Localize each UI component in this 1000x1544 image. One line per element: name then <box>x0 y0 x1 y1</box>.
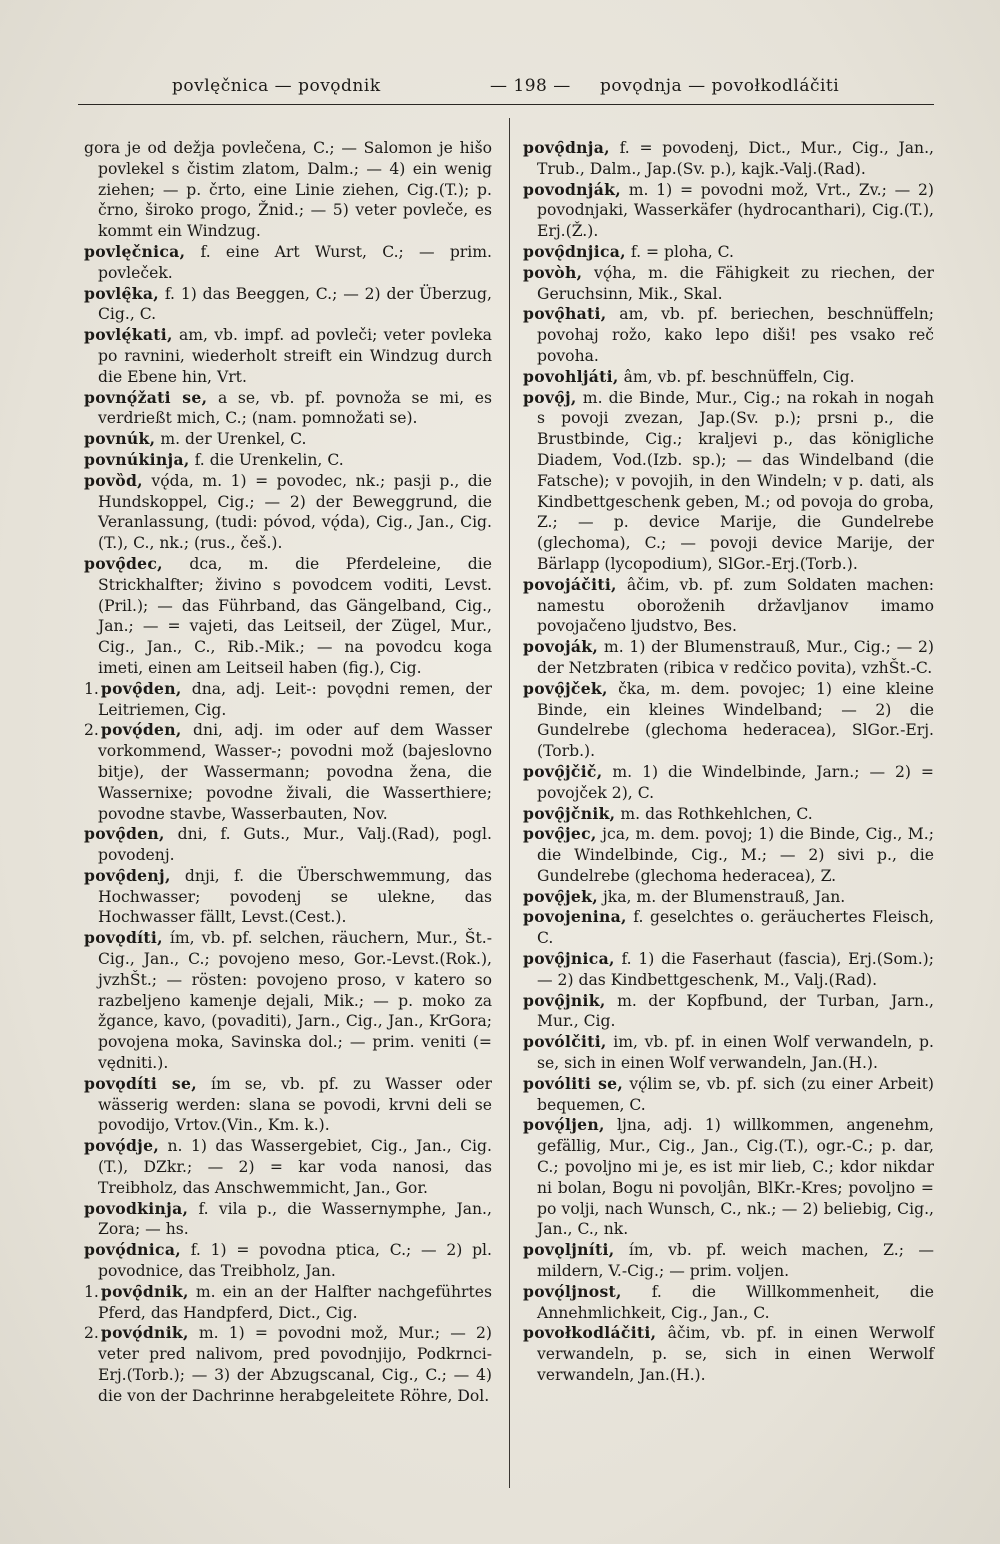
dictionary-entry <box>523 367 934 388</box>
entry-headword: povodkinja, <box>84 1198 189 1218</box>
entry-definition: dca, m. die Pferdeleine, die Strickhalfter; živino s povodcem voditi, Levst.(Pril.); — das Führband, das Gängelband, Cig., Jan.; — = vajeti, das Leitseil, der Zügel, Mur., Cig., Jan., C., Rib.-Mik.; — na povodcu koga imeti, einen am Leitseil haben (fig.), Cig. <box>98 554 492 677</box>
entry-headword: povǫ̑jnik, <box>523 990 606 1010</box>
entry-headword: povohljáti, <box>523 366 619 386</box>
entry-definition: f. = ploha, C. <box>630 242 734 261</box>
entry-headword: povǫ̑jček, <box>523 678 608 698</box>
dictionary-entry <box>84 429 492 450</box>
dictionary-entry <box>84 824 492 866</box>
entry-definition: vǫ́ha, m. die Fähigkeit zu riechen, der Geruchsinn, Mik., Skal. <box>537 263 934 303</box>
entry-headword: povǫ̑den, <box>100 678 182 698</box>
entry-headword: povołkodláčiti, <box>523 1323 657 1343</box>
dictionary-entry <box>523 138 934 180</box>
entry-definition: dna, adj. Leit-: povǫdni remen, der Leitriemen, Cig. <box>98 679 492 719</box>
entry-definition: dnji, f. die Überschwemmung, das Hochwasser; povodenj se ulekne, das Hochwasser fällt, Levst.(Cest.). <box>98 866 492 927</box>
entry-headword: povojenina, <box>523 907 627 927</box>
entry-headword: povǫ́dnik, <box>100 1323 189 1343</box>
entry-headword: povǫ̑jčnik, <box>523 803 616 823</box>
entry-definition: m. 1) die Windelbinde, Jarn.; — 2) = povojček 2), C. <box>537 762 934 802</box>
left-column <box>84 138 492 1407</box>
entry-definition: vǫ́lim se, vb. pf. sich (zu einer Arbeit) bequemen, C. <box>537 1074 934 1114</box>
entry-headword: povlę́kati, <box>84 325 173 345</box>
entry-definition: m. der Kopfbund, der Turban, Jarn., Mur., Cig. <box>537 991 934 1031</box>
entry-definition: f. eine Art Wurst, C.; — prim. povleček. <box>98 242 492 282</box>
dictionary-entry <box>523 679 934 762</box>
entry-definition: dni, f. Guts., Mur., Valj.(Rad), pogl. povodenj. <box>98 825 492 865</box>
header-left-range: povlęčnica — povǫdnik <box>172 76 381 96</box>
dictionary-entry <box>523 1032 934 1074</box>
entry-definition: jca, m. dem. povoj; 1) die Binde, Cig., M.; die Windelbinde, Cig., M.; — 2) sivi p., die Gundelrebe (glechoma hederacea), Z. <box>537 825 934 885</box>
dictionary-entry <box>84 471 492 554</box>
entry-headword: povólčiti, <box>523 1032 607 1052</box>
dictionary-entry <box>523 575 934 637</box>
entry-definition: m. 1) = povodni mož, Vrt., Zv.; — 2) povodnjaki, Wasserkäfer (hydrocanthari), Cig.(T.), Erj.(Ž.). <box>537 180 934 241</box>
dictionary-entry <box>523 1323 934 1385</box>
entry-definition: ím, vb. pf. selchen, räuchern, Mur., Št.-Cig., Jan., C.; povojeno meso, Gor.-Levst.(Rok.), jvzhŠt.; — rösten: povojeno proso, v katero so razbeljeno kamenje dejali, Mik.; — p. moko za žgance, kavo, (povaditi), Jarn., Cig., Jan., KrGora; povojena moka, Savinska dol.; — prim. veniti (= vędniti.). <box>98 929 492 1073</box>
entry-headword: povǫ̑dnjica, <box>523 241 626 261</box>
entry-headword: povǫ̑dec, <box>84 553 163 573</box>
entry-definition: am, vb. impf. ad povleči; veter povleka po ravnini, wiederholt streift ein Windzug durch die Ebene hin, Vrt. <box>98 326 492 386</box>
column-divider <box>509 118 510 1488</box>
entry-headword: povojáčiti, <box>523 574 617 594</box>
entry-headword: povoják, <box>523 637 599 657</box>
entry-headword: povǫ̑dnik, <box>100 1281 189 1301</box>
entry-definition: m. die Binde, Mur., Cig.; na rokah in nogah s povoji zvezan, Jap.(Sv. p.); prsni p., die Brustbinde, Cig.; kraljevi p., das königliche Diadem, Vod.(Izb. sp.); — das Windelband (die Fatsche); v povojih, in den Windeln; v p. dati, als Kindbettgeschenk geben, M.; od povoja do groba, Z.; — p. device Marije, die Gundelrebe (glechoma), C.; — povoji device Marije, der Bärlapp (lycopodium), SlGor.-Erj.(Torb.). <box>537 388 934 573</box>
entry-headword: povǫdíti, <box>84 928 163 948</box>
dictionary-entry <box>84 1240 492 1282</box>
dictionary-entry <box>84 554 492 679</box>
dictionary-entry <box>523 991 934 1033</box>
dictionary-entry <box>84 388 492 430</box>
entry-headword: povǫ́den, <box>100 720 182 740</box>
entry-headword: povǫ́ljnost, <box>523 1281 622 1301</box>
dictionary-entry <box>523 1074 934 1116</box>
dictionary-entry <box>523 242 934 263</box>
dictionary-entry <box>523 907 934 949</box>
entry-definition: f. geselchtes o. geräuchertes Fleisch, C. <box>537 908 934 948</box>
entry-definition: âčim, vb. pf. in einen Werwolf verwandeln, p. se, sich in einen Werwolf verwandeln, Jan.(H.). <box>537 1324 934 1385</box>
dictionary-entry <box>84 242 492 284</box>
dictionary-entry <box>84 138 492 242</box>
entry-headword: povnúkinja, <box>84 449 190 469</box>
entry-headword: povǫ̑dnja, <box>523 138 610 157</box>
entry-headword: povlęčnica, <box>84 241 186 261</box>
dictionary-entry <box>523 824 934 886</box>
entry-headword: povǫ̑jnica, <box>523 949 615 969</box>
entry-definition: f. 1) das Beeggen, C.; — 2) der Überzug, Cig., C. <box>98 284 492 324</box>
dictionary-entry <box>523 304 934 366</box>
entry-headword: povnǫ́žati se, <box>84 387 208 407</box>
dictionary-entry <box>523 762 934 804</box>
entry-definition: âm, vb. pf. beschnüffeln, Cig. <box>623 367 855 386</box>
entry-number: 2. <box>84 721 99 740</box>
entry-definition: m. der Urenkel, C. <box>160 430 307 449</box>
entry-definition: im, vb. pf. in einen Wolf verwandeln, p. se, sich in einen Wolf verwandeln, Jan.(H.). <box>537 1033 934 1073</box>
entry-headword: povnúk, <box>84 429 156 449</box>
header-right-range: povǫdnja — povołkodláčiti <box>600 76 840 96</box>
entry-definition: ljna, adj. 1) willkommen, angenehm, gefällig, Mur., Cig., Jan., Cig.(T.), ogr.-C.; p. dar, C.; povoljno mi je, es ist mir lieb, C.; kdor nikdar ni bolan, Bogu ni povoljân, BlKr.-Kres; povoljno = po volji, nach Wunsch, C., nk.; — 2) beliebig, Cig., Jan., C., nk. <box>537 1116 934 1239</box>
entry-headword: povǫ̑jčič, <box>523 761 603 781</box>
entry-definition: m. ein an der Halfter nachgeführtes Pferd, das Handpferd, Dict., Cig. <box>98 1282 493 1322</box>
entry-definition: âčim, vb. pf. zum Soldaten machen: namestu oboroženih državljanov imamo povojačeno ljudstvo, Bes. <box>537 575 934 636</box>
entry-definition: vǫ́da, m. 1) = povodec, nk.; pasji p., die Hundskoppel, Cig.; — 2) der Beweggrund, die Veranlassung, (tudi: póvod, vǫ́da), Cig., Jan., Cig.(T.), C., nk.; (rus., češ.). <box>98 471 492 553</box>
entry-definition: n. 1) das Wassergebiet, Cig., Jan., Cig.(T.), DZkr.; — 2) = kar voda nanosi, das Treibholz, das Anschwemmicht, Jan., Gor. <box>98 1137 492 1197</box>
entry-headword: povǫ̑denj, <box>84 865 171 885</box>
entry-headword: povǫdíti se, <box>84 1073 197 1093</box>
entry-headword: povǫ̑hati, <box>523 304 607 324</box>
entry-definition: f. die Willkommenheit, die Annehmlichkeit, Cig., Jan., C. <box>537 1282 934 1322</box>
dictionary-entry <box>523 1282 934 1324</box>
entry-definition: m. 1) = povodni mož, Mur.; — 2) veter pred nalivom, pred povodnjijo, Podkrnci-Erj.(Torb.); — 3) der Abzugscanal, Cig., C.; — 4) die von der Dachrinne herabgeleitete Röhre, Dol. <box>98 1324 492 1405</box>
entry-definition: am, vb. pf. beriechen, beschnüffeln; povohaj rožo, kako lepo diši! pes vsako reč povoha. <box>537 305 934 365</box>
entry-headword: povlę̑ka, <box>84 283 159 303</box>
entry-definition: gora je od dežja povlečena, C.; — Salomon je hišo povlekel s čistim zlatom, Dalm.; — 4) ein wenig ziehen; — p. črto, eine Linie ziehen, Cig.(T.); p. črno, široko progo, Žnid.; — 5) veter povleče, es kommt ein Windzug. <box>84 139 492 241</box>
entry-definition: f. vila p., die Wassernymphe, Jan., Zora; — hs. <box>98 1199 492 1239</box>
entry-definition: f. = povodenj, Dict., Mur., Cig., Jan., Trub., Dalm., Jap.(Sv. p.), kajk.-Valj.(Rad). <box>537 139 934 178</box>
entry-number: 2. <box>84 1324 99 1343</box>
entry-definition: ím, vb. pf. weich machen, Z.; — mildern, V.-Cig.; — prim. voljen. <box>537 1241 934 1281</box>
entry-headword: povǫljníti, <box>523 1240 615 1260</box>
dictionary-entry <box>84 1323 492 1406</box>
entry-definition: f. die Urenkelin, C. <box>194 450 344 469</box>
dictionary-entry <box>523 949 934 991</box>
entry-headword: povǫ́dnica, <box>84 1240 181 1260</box>
entry-headword: povȍd, <box>84 470 143 490</box>
entry-headword: povǫ̑den, <box>84 824 165 844</box>
entry-headword: povodnják, <box>523 179 621 199</box>
dictionary-entry <box>84 928 492 1074</box>
dictionary-entry <box>84 1282 492 1324</box>
entry-number: 1. <box>84 679 99 698</box>
dictionary-entry <box>84 866 492 928</box>
entry-headword: povǫ́dje, <box>84 1136 160 1156</box>
page-number: — 198 — <box>490 76 571 96</box>
dictionary-entry <box>84 1199 492 1241</box>
right-column <box>523 138 934 1386</box>
entry-definition: m. das Rothkehlchen, C. <box>620 804 813 823</box>
dictionary-entry <box>84 450 492 471</box>
dictionary-entry <box>523 180 934 242</box>
entry-definition: a se, vb. pf. povnoža se mi, es verdrießt mich, C.; (nam. pomnožati se). <box>98 388 492 428</box>
entry-definition: dni, adj. im oder auf dem Wasser vorkommend, Wasser-; povodni mož (bajeslovno bitje), der Wassermann; povodna žena, die Wassernixe; povodne živali, die Wasserthiere; povodne stavbe, Wasserbauten, Nov. <box>98 721 492 823</box>
dictionary-entry <box>84 679 492 721</box>
dictionary-entry <box>84 720 492 824</box>
entry-definition: f. 1) die Faserhaut (fascia), Erj.(Som.); — 2) das Kindbettgeschenk, M., Valj.(Rad). <box>537 950 934 989</box>
entry-definition: jka, m. der Blumenstrauß, Jan. <box>602 887 846 906</box>
dictionary-entry <box>84 1074 492 1136</box>
dictionary-entry <box>523 887 934 908</box>
page-header <box>60 76 940 104</box>
dictionary-entry <box>523 637 934 679</box>
entry-headword: povǫ́ljen, <box>523 1115 605 1135</box>
entry-definition: f. 1) = povodna ptica, C.; — 2) pl. povodnice, das Treibholz, Jan. <box>98 1241 492 1281</box>
entry-definition: čka, m. dem. povojec; 1) eine kleine Binde, ein kleines Windelband; — 2) die Gundelrebe (glechoma hederacea), SlGor.-Erj.(Torb.). <box>537 679 934 761</box>
entry-definition: ím se, vb. pf. zu Wasser oder wässerig werden: slana se povodi, krvni deli se povodijo, Vrtov.(Vin., Km. k.). <box>98 1074 492 1135</box>
entry-number: 1. <box>84 1282 99 1301</box>
entry-headword: povǫ̑jec, <box>523 824 597 844</box>
dictionary-entry <box>84 1136 492 1198</box>
dictionary-entry <box>523 263 934 305</box>
entry-headword: povǫ̑jek, <box>523 886 598 906</box>
entry-headword: povòh, <box>523 262 583 282</box>
header-rule <box>78 104 934 105</box>
entry-definition: m. 1) der Blumenstrauß, Mur., Cig.; — 2) der Netzbraten (ribica v redčico povita), vzhŠt.-C. <box>537 638 934 677</box>
dictionary-entry <box>523 388 934 575</box>
dictionary-entry <box>523 804 934 825</box>
dictionary-entry <box>523 1240 934 1282</box>
dictionary-entry <box>523 1115 934 1240</box>
dictionary-entry <box>84 284 492 326</box>
dictionary-entry <box>84 325 492 387</box>
entry-headword: povóliti se, <box>523 1073 624 1093</box>
entry-headword: povǫ̑j, <box>523 387 577 407</box>
